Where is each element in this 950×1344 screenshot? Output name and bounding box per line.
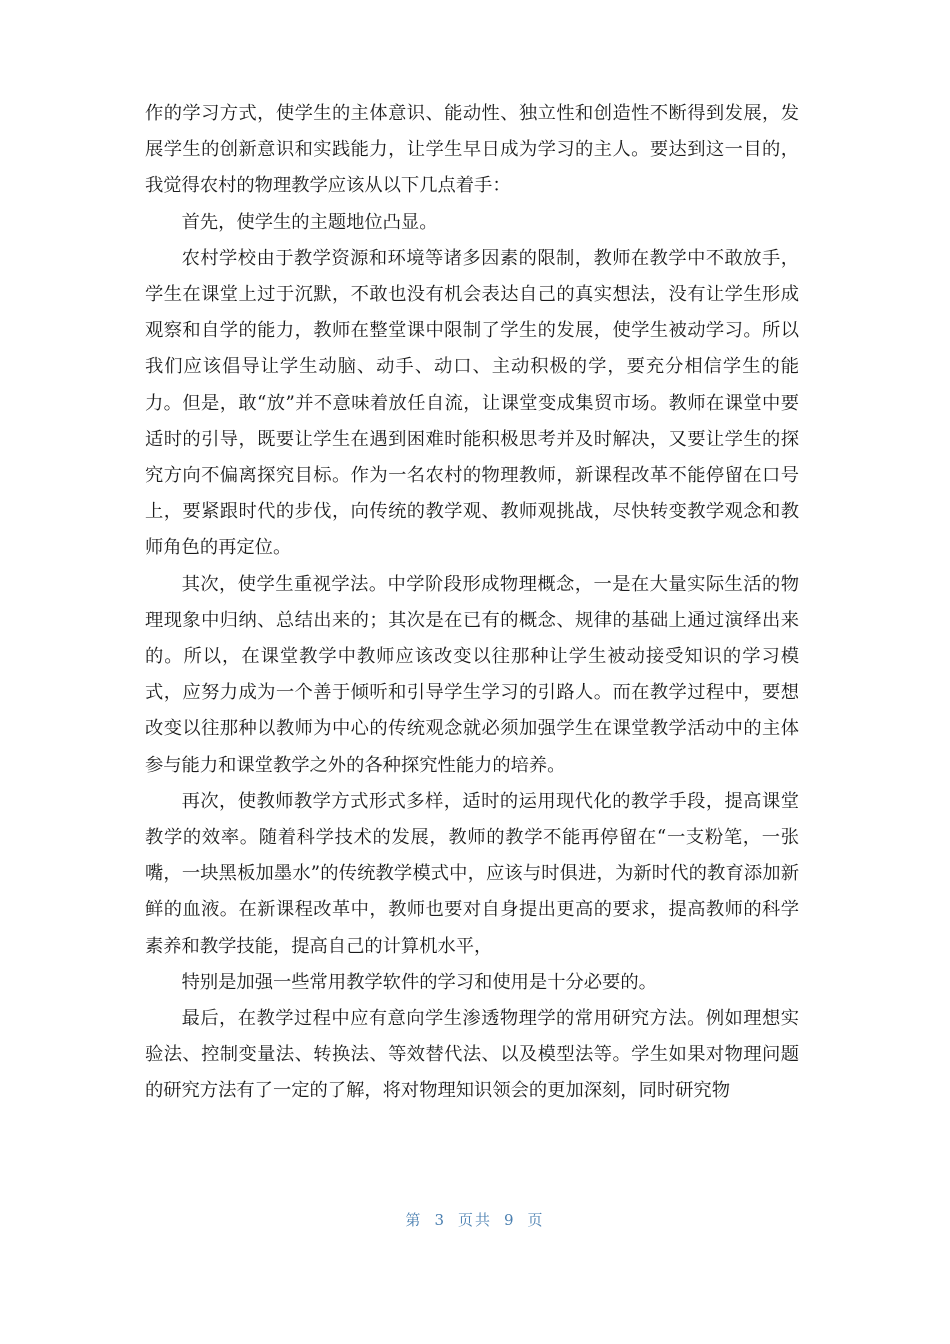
page-footer xyxy=(0,1209,950,1230)
footer-middle: 页共 xyxy=(457,1211,492,1229)
paragraph-6: 特别是加强一些常用教学软件的学习和使用是十分必要的。 xyxy=(181,971,657,993)
paragraph-3: 农村学校由于教学资源和环境等诸多因素的限制，教师在教学中不敢放手，学生在课堂上过于沉默，不敢也没有机会表达自己的真实想法，没有让学生形成观察和自学的能力，教师在整堂课中限制了学生的发展，使学生被动学习。所以我们应该倡导让学生动脑、动手、动口、主动积极的学，要充分相信学生的能力。但是，敢“放”并不意味着放任自流，让课堂变成集贸市场。教师在课堂中要适时的引导，既要让学生在遇到困难时能积极思考并及时解决，又要让学生的探究方向不偏离探究目标。作为一名农村的物理教师，新课程改革不能停留在口号上，要紧跟时代的步伐，向传统的教学观、教师观挑战，尽快转变教学观念和教师角色的再定位。 xyxy=(145,247,799,559)
footer-suffix: 页 xyxy=(527,1211,545,1229)
page-body xyxy=(145,96,799,1110)
footer-current-page: 3 xyxy=(434,1211,446,1229)
paragraph-5: 再次，使教师教学方式形式多样，适时的运用现代化的教学手段，提高课堂教学的效率。随着科学技术的发展，教师的教学不能再停留在“一支粉笔，一张嘴，一块黑板加墨水”的传统教学模式中，应该与时俱进，为新时代的教育添加新鲜的血液。在新课程改革中，教师也要对自身提出更高的要求，提高教师的科学素养和教学技能，提高自己的计算机水平， xyxy=(145,790,799,957)
footer-prefix: 第 xyxy=(405,1211,423,1229)
paragraph-2: 首先，使学生的主题地位凸显。 xyxy=(181,211,438,233)
paragraph-4: 其次，使学生重视学法。中学阶段形成物理概念，一是在大量实际生活的物理现象中归纳、总结出来的；其次是在已有的概念、规律的基础上通过演绎出来的。所以，在课堂教学中教师应该改变以往那种让学生被动接受知识的学习模式，应努力成为一个善于倾听和引导学生学习的引路人。而在教学过程中，要想改变以往那种以教师为中心的传统观念就必须加强学生在课堂教学活动中的主体参与能力和课堂教学之外的各种探究性能力的培养。 xyxy=(145,573,799,776)
paragraph-1: 作的学习方式，使学生的主体意识、能动性、独立性和创造性不断得到发展，发展学生的创新意识和实践能力，让学生早日成为学习的主人。要达到这一目的，我觉得农村的物理教学应该从以下几点着手： xyxy=(145,103,799,197)
paragraph-7: 最后，在教学过程中应有意向学生渗透物理学的常用研究方法。例如理想实验法、控制变量法、转换法、等效替代法、以及模型法等。学生如果对物理问题的研究方法有了一定的了解，将对物理知识领会的更加深刻，同时研究物 xyxy=(145,1008,799,1102)
footer-total-pages: 9 xyxy=(504,1211,516,1229)
